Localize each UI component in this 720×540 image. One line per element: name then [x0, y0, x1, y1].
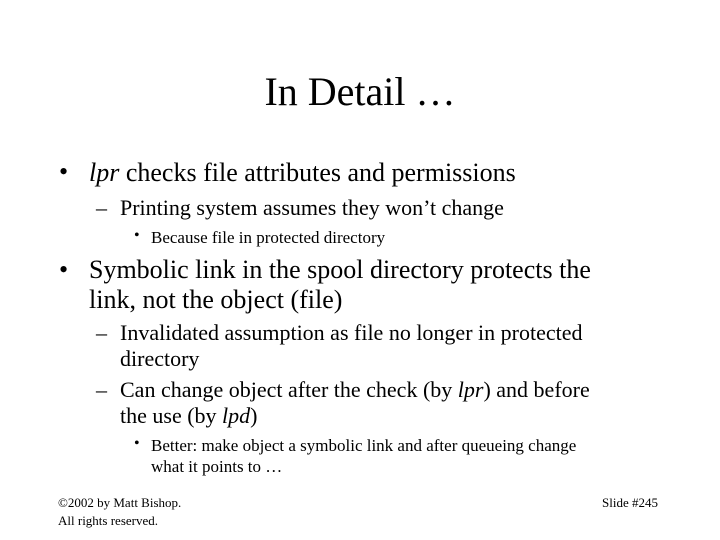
command-lpr: lpr: [89, 158, 120, 187]
sub-sub-bullet-text: Because file in protected directory: [151, 228, 386, 247]
bullet-text-line1: Symbolic link in the spool directory protects the: [89, 255, 591, 284]
slide-title: In Detail …: [264, 69, 456, 114]
sub-bullet-text-line1: [120, 377, 590, 403]
copyright-line2: All rights reserved.: [58, 513, 159, 528]
dash-marker: –: [96, 377, 107, 402]
text-fragment: Can change object after the check (by: [120, 377, 458, 402]
dash-marker: –: [96, 195, 107, 220]
bullet-text-rest: checks file attributes and permissions: [119, 158, 516, 187]
bullet-text: [89, 158, 516, 188]
small-bullet-marker: •: [134, 227, 140, 244]
text-fragment: ) and before: [483, 377, 590, 402]
sub-bullet-text-line1: Invalidated assumption as file no longer in protected: [120, 320, 583, 345]
small-bullet-marker: •: [134, 435, 140, 452]
sub-sub-bullet-text-line2: what it points to …: [151, 457, 283, 476]
bullet-marker: •: [59, 255, 69, 284]
footer-copyright: [58, 494, 181, 530]
bullet-marker: •: [59, 157, 69, 186]
text-fragment: ): [250, 403, 258, 428]
sub-bullet-text: Printing system assumes they won’t change: [120, 195, 504, 220]
footer-slide-number: Slide #245: [602, 495, 658, 510]
command-lpr: lpr: [457, 377, 484, 402]
sub-sub-bullet-text-line1: Better: make object a symbolic link and after queueing change: [151, 436, 577, 455]
bullet-text-line2: link, not the object (file): [89, 285, 343, 314]
copyright-line1: ©2002 by Matt Bishop.: [58, 495, 182, 510]
command-lpd: lpd: [222, 403, 251, 428]
dash-marker: –: [96, 320, 107, 345]
text-fragment: the use (by: [120, 403, 223, 428]
sub-bullet-text-line2: [120, 403, 257, 429]
sub-bullet-text-line2: directory: [120, 346, 200, 371]
